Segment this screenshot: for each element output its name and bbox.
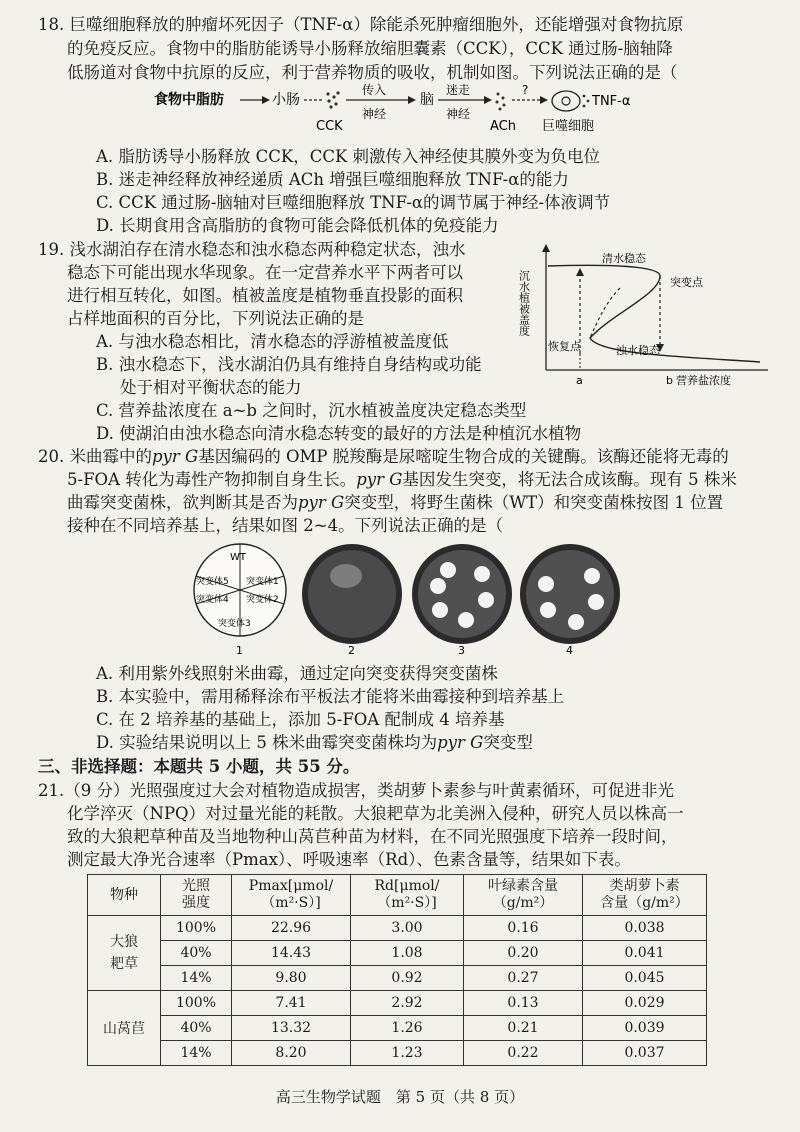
q18-line-2: 的免疫反应。食物中的脂肪能诱导小肠释放缩胆囊素（CCK），CCK 通过肠-脑轴降 [67,39,673,58]
header-species: 物种 [88,875,161,916]
table-row [88,1041,707,1066]
q21-line-2: 化学淬灭（NPQ）对过量光能的耗散。大狼耙草为北美洲入侵种，研究人员以株高一 [67,804,684,823]
table-cell: 0.22 [464,1041,583,1066]
q18-option-a: A. 脂肪诱导小肠释放 CCK，CCK 刺激传入神经使其膜外变为负电位 [96,147,601,166]
table-cell: 0.20 [464,941,583,966]
gene-name: pyr G [437,733,484,752]
sector-mutant3-label: 突变体3 [218,619,251,629]
sector-mutant2-label: 突变体2 [246,595,279,605]
q19-option-c: C. 营养盐浓度在 a~b 之间时，沉水植被盖度决定稳态类型 [96,401,527,420]
table-cell: 9.80 [232,966,351,991]
chart-recovery-point-label: 恢复点 [548,340,581,353]
q20-option-d-b: 突变型 [483,733,533,752]
table-cell: 0.029 [583,991,707,1016]
q20-line-2a: 5-FOA 转化为毒性产物抑制自身生长。 [67,470,357,489]
table-cell: 0.039 [583,1016,707,1041]
chart-x-axis-label: 营养盐浓度 [676,374,731,387]
q19-line-3: 进行相互转化，如图。植被盖度是植物垂直投影的面积 [67,286,463,305]
table-cell: 2.92 [351,991,464,1016]
header-carotenoid: 类胡萝卜素 含量（g/m²） [583,875,707,916]
table-row [88,916,707,941]
header-light: 光照 强度 [161,875,232,916]
table-cell: 0.21 [464,1016,583,1041]
header-chlorophyll: 叶绿素含量 （g/m²） [464,875,583,916]
q18-option-b: B. 迷走神经释放神经递质 ACh 增强巨噬细胞释放 TNF-α的能力 [96,170,569,189]
q19-line-4: 占样地面积的百分比，下列说法正确的是 [67,309,364,328]
table-cell: 0.038 [583,916,707,941]
q20-option-d [96,732,533,754]
q18-line-1: 18. 巨噬细胞释放的肿瘤坏死因子（TNF-α）除能杀死肿瘤细胞外，还能增强对食物抗原 [38,15,684,34]
chart-y-axis-label: 沉水植被盖度 [517,270,531,336]
table-cell: 7.41 [232,991,351,1016]
flow-tnf-label: TNF-α [592,94,631,109]
figure-1-layout [194,544,286,636]
chart-mutation-point-label: 突变点 [670,276,703,289]
ach-dots-icon [496,93,506,111]
unstable-branch [590,288,620,338]
q20-line-4: 接种在不同培养基上，结果如图 2~4。下列说法正确的是（ [67,516,504,535]
flow-cck-label: CCK [316,119,343,134]
gene-name: pyr G [152,447,199,466]
table-cell: 14% [161,1041,232,1066]
gene-name: pyr G [298,493,345,512]
table-row [88,1016,707,1041]
figure-1-number: 1 [236,644,243,657]
page-footer: 高三生物学试题 第 5 页（共 8 页） [275,1088,525,1106]
flow-macrophage-label: 巨噬细胞 [542,119,595,134]
flow-intestine-label: 小肠 [272,92,300,108]
gene-name: pyr G [356,470,403,489]
table-cell: 0.037 [583,1041,707,1066]
table-row [88,991,707,1016]
table-cell: 0.13 [464,991,583,1016]
q20-culture-figures [190,540,620,658]
table-cell: 0.045 [583,966,707,991]
sector-mutant5-label: 突变体5 [196,577,229,587]
q19-line-1: 19. 浅水湖泊存在清水稳态和浊水稳态两种稳定状态，浊水 [38,240,466,259]
figure-3-number: 3 [458,644,465,657]
table-cell: 100% [161,991,232,1016]
table-cell: 13.32 [232,1016,351,1041]
sector-mutant1-label: 突变体1 [246,577,279,587]
chart-tick-a: a [576,374,583,387]
tnf-dots-icon [583,95,590,108]
figure-3-plate [412,544,512,644]
q20-option-c: C. 在 2 培养基的基础上，添加 5-FOA 配制成 4 培养基 [96,710,505,729]
figure-2-number: 2 [348,644,355,657]
header-rd: Rd[μmol/ （m²·S）] [351,875,464,916]
table-cell: 1.23 [351,1041,464,1066]
section-3-heading: 三、非选择题：本题共 5 小题，共 55 分。 [38,757,360,776]
chart-clear-state-label: 清水稳态 [602,252,646,265]
table-cell: 14.43 [232,941,351,966]
figure-4-plate [520,544,620,644]
cck-dots-icon [326,91,339,108]
table-header-row [88,875,707,916]
table-cell: 40% [161,941,232,966]
q20-line-1a: 20. 米曲霉中的 [38,447,152,466]
flow-afferent-label: 传入 [362,83,387,97]
table-cell: 8.20 [232,1041,351,1066]
figure-2-plate [302,544,402,644]
flow-fat-label: 食物中脂肪 [154,92,224,108]
q19-option-b-line-1: B. 浊水稳态下，浅水湖泊仍具有维持自身结构或功能 [96,355,482,374]
q19-option-a: A. 与浊水稳态相比，清水稳态的浮游植被盖度低 [96,332,449,351]
q20-line-3 [67,492,723,514]
flow-brain-label: 脑 [420,92,434,108]
q20-option-b: B. 本实验中，需用稀释涂布平板法才能将米曲霉接种到培养基上 [96,687,565,706]
sector-mutant4-label: 突变体4 [196,595,229,605]
q21-results-table [87,874,707,1066]
flow-question-label: ? [522,83,529,97]
figure-4-number: 4 [566,644,573,657]
q19-line-2: 稳态下可能出现水华现象。在一定营养水平下两者可以 [67,263,463,282]
table-cell: 40% [161,1016,232,1041]
q19-stability-chart [517,242,782,388]
q18-option-d: D. 长期食用含高脂肪的食物可能会降低机体的免疫能力 [96,216,499,235]
table-cell: 0.92 [351,966,464,991]
q20-line-2 [67,469,737,491]
table-cell: 14% [161,966,232,991]
macrophage-cell-icon [552,91,580,111]
header-pmax: Pmax[μmol/ （m²·S）] [232,875,351,916]
q19-option-b-line-2: 处于相对平衡状态的能力 [120,378,302,397]
flow-vagus-label: 迷走 [446,83,471,97]
chart-turbid-state-label: 浊水稳态 [616,344,660,357]
q21-line-4: 测定最大净光合速率（Pmax）、呼吸速率（Rd）、色素含量等，结果如下表。 [67,850,631,869]
q18-mechanism-diagram [150,84,650,140]
table-cell: 1.26 [351,1016,464,1041]
table-row [88,941,707,966]
flow-nerve1-label: 神经 [362,107,387,121]
q20-line-3b: 突变型，将野生菌株（WT）和突变菌株按图 1 位置 [344,493,724,512]
table-cell: 0.27 [464,966,583,991]
q20-option-d-a: D. 实验结果说明以上 5 株米曲霉突变菌株均为 [96,733,438,752]
species-cell: 大狼 耙草 [88,916,161,991]
table-cell: 100% [161,916,232,941]
q20-line-1b: 基因编码的 OMP 脱羧酶是尿嘧啶生物合成的关键酶。该酶还能将无毒的 [198,447,729,466]
table-cell: 0.16 [464,916,583,941]
q20-line-3a: 曲霉突变菌株，欲判断其是否为 [67,493,298,512]
table-cell: 22.96 [232,916,351,941]
flow-ach-label: ACh [490,119,516,134]
q21-line-3: 致的大狼耙草种苗及当地物种山莴苣种苗为材料，在不同光照强度下培养一段时间， [67,827,678,846]
table-row [88,966,707,991]
q20-line-1 [38,446,729,468]
sector-wt-label: WT [230,552,246,563]
q19-option-d: D. 使湖泊由浊水稳态向清水稳态转变的最好的方法是种植沉水植物 [96,424,582,443]
q18-line-3: 低肠道对食物中抗原的反应，利于营养物质的吸收，机制如图。下列说法正确的是（ [67,63,678,82]
table-cell: 3.00 [351,916,464,941]
flow-nerve2-label: 神经 [446,107,471,121]
q21-line-1: 21.（9 分）光照强度过大会对植物造成损害，类胡萝卜素参与叶黄素循环，可促进非光 [38,781,674,800]
q20-option-a: A. 利用紫外线照射米曲霉，通过定向突变获得突变菌株 [96,664,498,683]
q18-option-c: C. CCK 通过肠-脑轴对巨噬细胞释放 TNF-α的调节属于神经-体液调节 [96,193,611,212]
q20-line-2b: 基因发生突变，将无法合成该酶。现有 5 株米 [402,470,737,489]
table-cell: 1.08 [351,941,464,966]
chart-tick-b: b [666,374,673,387]
table-cell: 0.041 [583,941,707,966]
species-cell: 山莴苣 [88,991,161,1066]
